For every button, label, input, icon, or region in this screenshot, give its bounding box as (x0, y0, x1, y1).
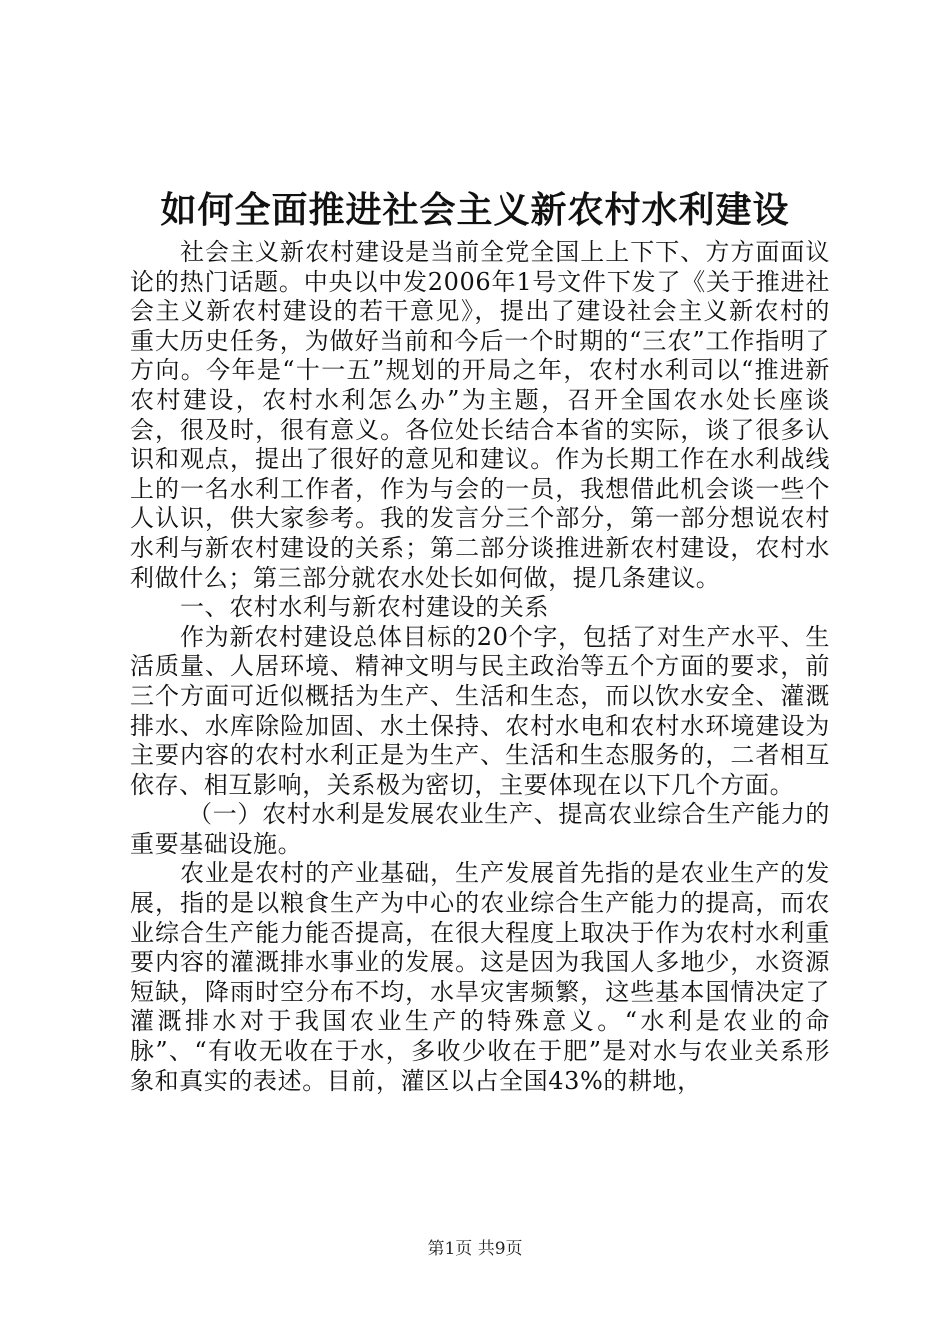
document-title: 如何全面推进社会主义新农村水利建设 (160, 189, 790, 231)
intro-paragraph: 社会主义新农村建设是当前全党全国上上下下、方方面面议论的热门话题。中央以中发2006年1号文件下发了《关于推进社会主义新农村建设的若干意见》，提出了建设社会主义新农村的重大历史任务，为做好当前和今后一个时期的“三农”工作指明了方向。今年是“十一五”规划的开局之年，农村水利司以“推进新农村建设，农村水利怎么办”为主题，召开全国农水处长座谈会，很及时，很有意义。各位处长结合本省的实际，谈了很多认识和观点，提出了很好的意见和建议。作为长期工作在水利战线上的一名水利工作者，作为与会的一员，我想借此机会谈一些个人认识，供大家参考。我的发言分三个部分，第一部分想说农村水利与新农村建设的关系；第二部分谈推进新农村建设，农村水利做什么；第三部分就农水处长如何做，提几条建议。 (130, 238, 830, 592)
section-paragraph: 作为新农村建设总体目标的20个字，包括了对生产水平、生活质量、人居环境、精神文明与民主政治等五个方面的要求，前三个方面可近似概括为生产、生活和生态，而以饮水安全、灌溉排水、水库除险加固、水土保持、农村水电和农村水环境建设为主要内容的农村水利正是为生产、生活和生态服务的，二者相互依存、相互影响，关系极为密切，主要体现在以下几个方面。 (130, 622, 830, 799)
subsection-heading: （一）农村水利是发展农业生产、提高农业综合生产能力的重要基础设施。 (130, 800, 830, 858)
page-number-footer: 第1页 共9页 (427, 1239, 523, 1259)
subsection-paragraph: 农业是农村的产业基础，生产发展首先指的是农业生产的发展，指的是以粮食生产为中心的农业综合生产能力的提高，而农业综合生产能力能否提高，在很大程度上取决于作为农村水利重要内容的灌溉排水事业的发展。这是因为我国人多地少，水资源短缺，降雨时空分布不均，水旱灾害频繁，这些基本国情决定了灌溉排水对于我国农业生产的特殊意义。“水利是农业的命脉”、“有收无收在于水，多收少收在于肥”是对水与农业关系形象和真实的表述。目前，灌区以占全国43%的耕地， (130, 859, 830, 1095)
document-body (130, 238, 830, 1096)
section-heading: 一、农村水利与新农村建设的关系 (180, 593, 549, 622)
